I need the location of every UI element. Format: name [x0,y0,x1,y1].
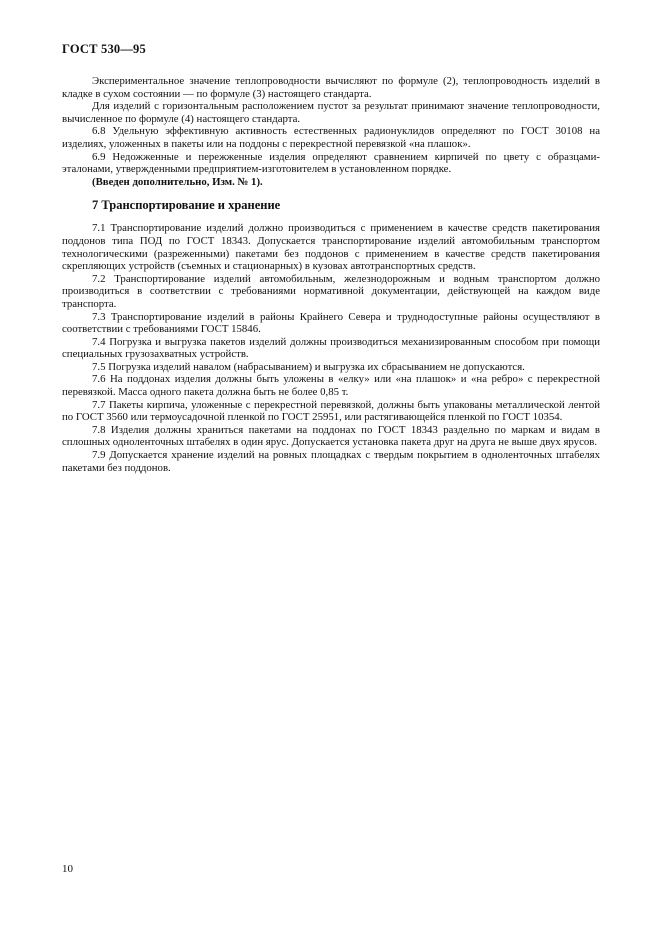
paragraph-6-9: 6.9 Недожженные и пережженные изделия определяют сравнением кирпичей по цвету с образцами-эталонами, утвержденными предприятием-изготовителем в установленном порядке. [62,150,600,176]
paragraph-7-7: 7.7 Пакеты кирпича, уложенные с перекрестной перевязкой, должны быть упакованы металлической лентой по ГОСТ 3560 или термоусадочной пленкой по ГОСТ 25951, или растягивающейся пленкой по ГОСТ 10354. [62,398,600,424]
paragraph-7-4: 7.4 Погрузка и выгрузка пакетов изделий должны производиться механизированным способом при помощи специальных грузозахватных устройств. [62,335,600,361]
document-body [62,75,600,474]
document-code-header: ГОСТ 530—95 [62,42,146,56]
page-number: 10 [62,863,73,875]
paragraph-7-3: 7.3 Транспортирование изделий в районы Крайнего Севера и труднодоступные районы осуществляют в соответствии с требованиями ГОСТ 15846. [62,310,600,336]
paragraph-7-2: 7.2 Транспортирование изделий автомобильным, железнодорожным и водным транспортом должно производиться в соответствии с требованиями нормативной документации, действующей на каждом виде транспорта. [62,272,600,310]
paragraph-7-8: 7.8 Изделия должны храниться пакетами на поддонах по ГОСТ 18343 раздельно по маркам и видам в сплошных одноленточных штабелях в один ярус. Допускается установка пакета друг на друга не выше двух ярусов. [62,423,600,449]
paragraph-horizontal-voids: Для изделий с горизонтальным расположением пустот за результат принимают значение теплопроводности, вычисленное по формуле (4) настоящего стандарта. [62,100,600,125]
paragraph-7-1: 7.1 Транспортирование изделий должно производиться с применением в качестве средств пакетирования поддонов типа ПОД по ГОСТ 18343. Допускается транспортирование изделий автомобильным транспортом технологическими (разреженными) пакетами без поддонов с применением в качестве средств пакетирования скрепляющих устройств (съемных и стационарных) в кузовах автотранспортных средств. [62,222,600,273]
section-title-transport-storage: 7 Транспортирование и хранение [92,198,281,213]
paragraph-7-9: 7.9 Допускается хранение изделий на ровных площадках с твердым покрытием в одноленточных штабелях пакетами без поддонов. [62,449,600,474]
amendment-note: (Введен дополнительно, Изм. № 1). [92,175,263,188]
paragraph-7-6: 7.6 На поддонах изделия должны быть уложены в «елку» или «на плашок» и «на ребро» с перекрестной перевязкой. Масса одного пакета должна быть не более 0,85 т. [62,373,600,399]
paragraph-thermal-conductivity: Экспериментальное значение теплопроводности вычисляют по формуле (2), теплопроводность изделий в кладке в сухом состоянии — по формуле (3) настоящего стандарта. [62,75,600,100]
paragraph-7-5: 7.5 Погрузка изделий навалом (набрасыванием) и выгрузка их сбрасыванием не допускаются. [92,360,525,373]
paragraph-6-8: 6.8 Удельную эффективную активность естественных радионуклидов определяют по ГОСТ 30108 на изделиях, уложенных в пакеты или на поддоны с перекрестной перевязкой «на плашок». [62,125,600,150]
